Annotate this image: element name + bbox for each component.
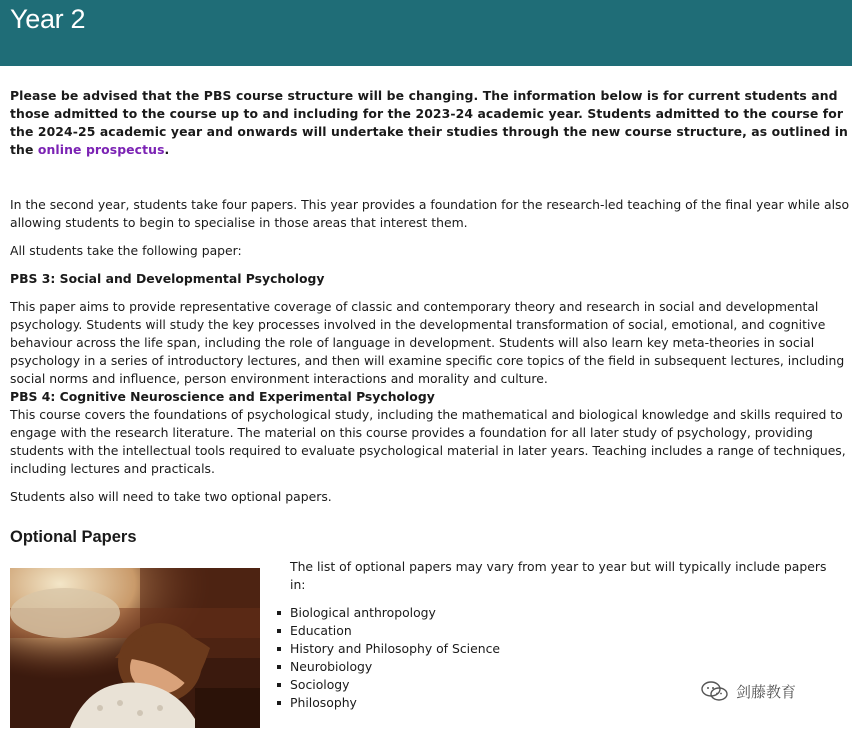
bullet-icon bbox=[277, 629, 281, 633]
student-photo-illustration bbox=[10, 568, 260, 728]
list-item-label: Philosophy bbox=[290, 695, 357, 710]
optional-papers-heading: Optional Papers bbox=[10, 528, 137, 546]
intro-paragraph: In the second year, students take four papers. This year provides a foundation for the research-led teaching of the final year while also allowing students to begin to specialise in those areas that interest them. bbox=[10, 197, 850, 230]
online-prospectus-link[interactable]: online prospectus bbox=[37, 142, 165, 157]
student-photo bbox=[10, 568, 260, 728]
page-banner bbox=[0, 0, 852, 66]
pbs4-title: PBS 4: Cognitive Neuroscience and Experimental Psychology bbox=[10, 389, 435, 404]
optional-note: Students also will need to take two optional papers. bbox=[10, 489, 332, 504]
course-change-notice bbox=[10, 87, 850, 159]
all-students-text: All students take the following paper: bbox=[10, 243, 242, 258]
list-item bbox=[290, 622, 845, 640]
bullet-icon bbox=[277, 701, 281, 705]
bullet-icon bbox=[277, 683, 281, 687]
list-item bbox=[290, 640, 845, 658]
list-item-label: Sociology bbox=[290, 677, 350, 692]
list-item-label: History and Philosophy of Science bbox=[290, 641, 500, 656]
notice-end: . bbox=[164, 142, 170, 157]
watermark-text: 剑藤教育 bbox=[736, 682, 797, 701]
list-item-label: Biological anthropology bbox=[290, 605, 436, 620]
optional-intro: The list of optional papers may vary from year to year but will typically include papers in: bbox=[290, 559, 827, 592]
notice-text: Please be advised that the PBS course structure will be changing. The information below is for current students and those admitted to the course up to and including for the 2023-24 academic year. Students admitted to the course for the 2024-25 academic year and onwards will undertake their studies through the new course structure, as outlined in the bbox=[10, 88, 848, 157]
page-title: Year 2 bbox=[10, 4, 86, 34]
watermark bbox=[700, 680, 796, 702]
bullet-icon bbox=[277, 665, 281, 669]
list-item bbox=[290, 604, 845, 622]
wechat-icon bbox=[700, 680, 730, 702]
bullet-icon bbox=[277, 647, 281, 651]
list-item-label: Education bbox=[290, 623, 352, 638]
main-content bbox=[10, 87, 850, 547]
list-item-label: Neurobiology bbox=[290, 659, 373, 674]
pbs3-title: PBS 3: Social and Developmental Psychology bbox=[10, 271, 325, 286]
bullet-icon bbox=[277, 611, 281, 615]
pbs3-body: This paper aims to provide representative coverage of classic and contemporary theory and research in social and developmental psychology. Students will study the key processes involved in the developmental transformation of social, emotional, and cognitive behaviour across the life span, including the role of language in development. Students will also learn key meta-theories in social psychology in a series of introductory lectures, and then will examine specific core topics of the field in subsequent lectures, including social norms and influence, person environment interactions and morality and culture. bbox=[10, 299, 845, 386]
pbs4-body: This course covers the foundations of psychological study, including the mathematical and biological knowledge and skills required to engage with the research literature. The material on this course provides a foundation for all later study of psychology, providing students with the intellectual tools required to evaluate psychological material in later years. Teaching includes a range of techniques, including lectures and practicals. bbox=[10, 407, 846, 476]
list-item bbox=[290, 658, 845, 676]
